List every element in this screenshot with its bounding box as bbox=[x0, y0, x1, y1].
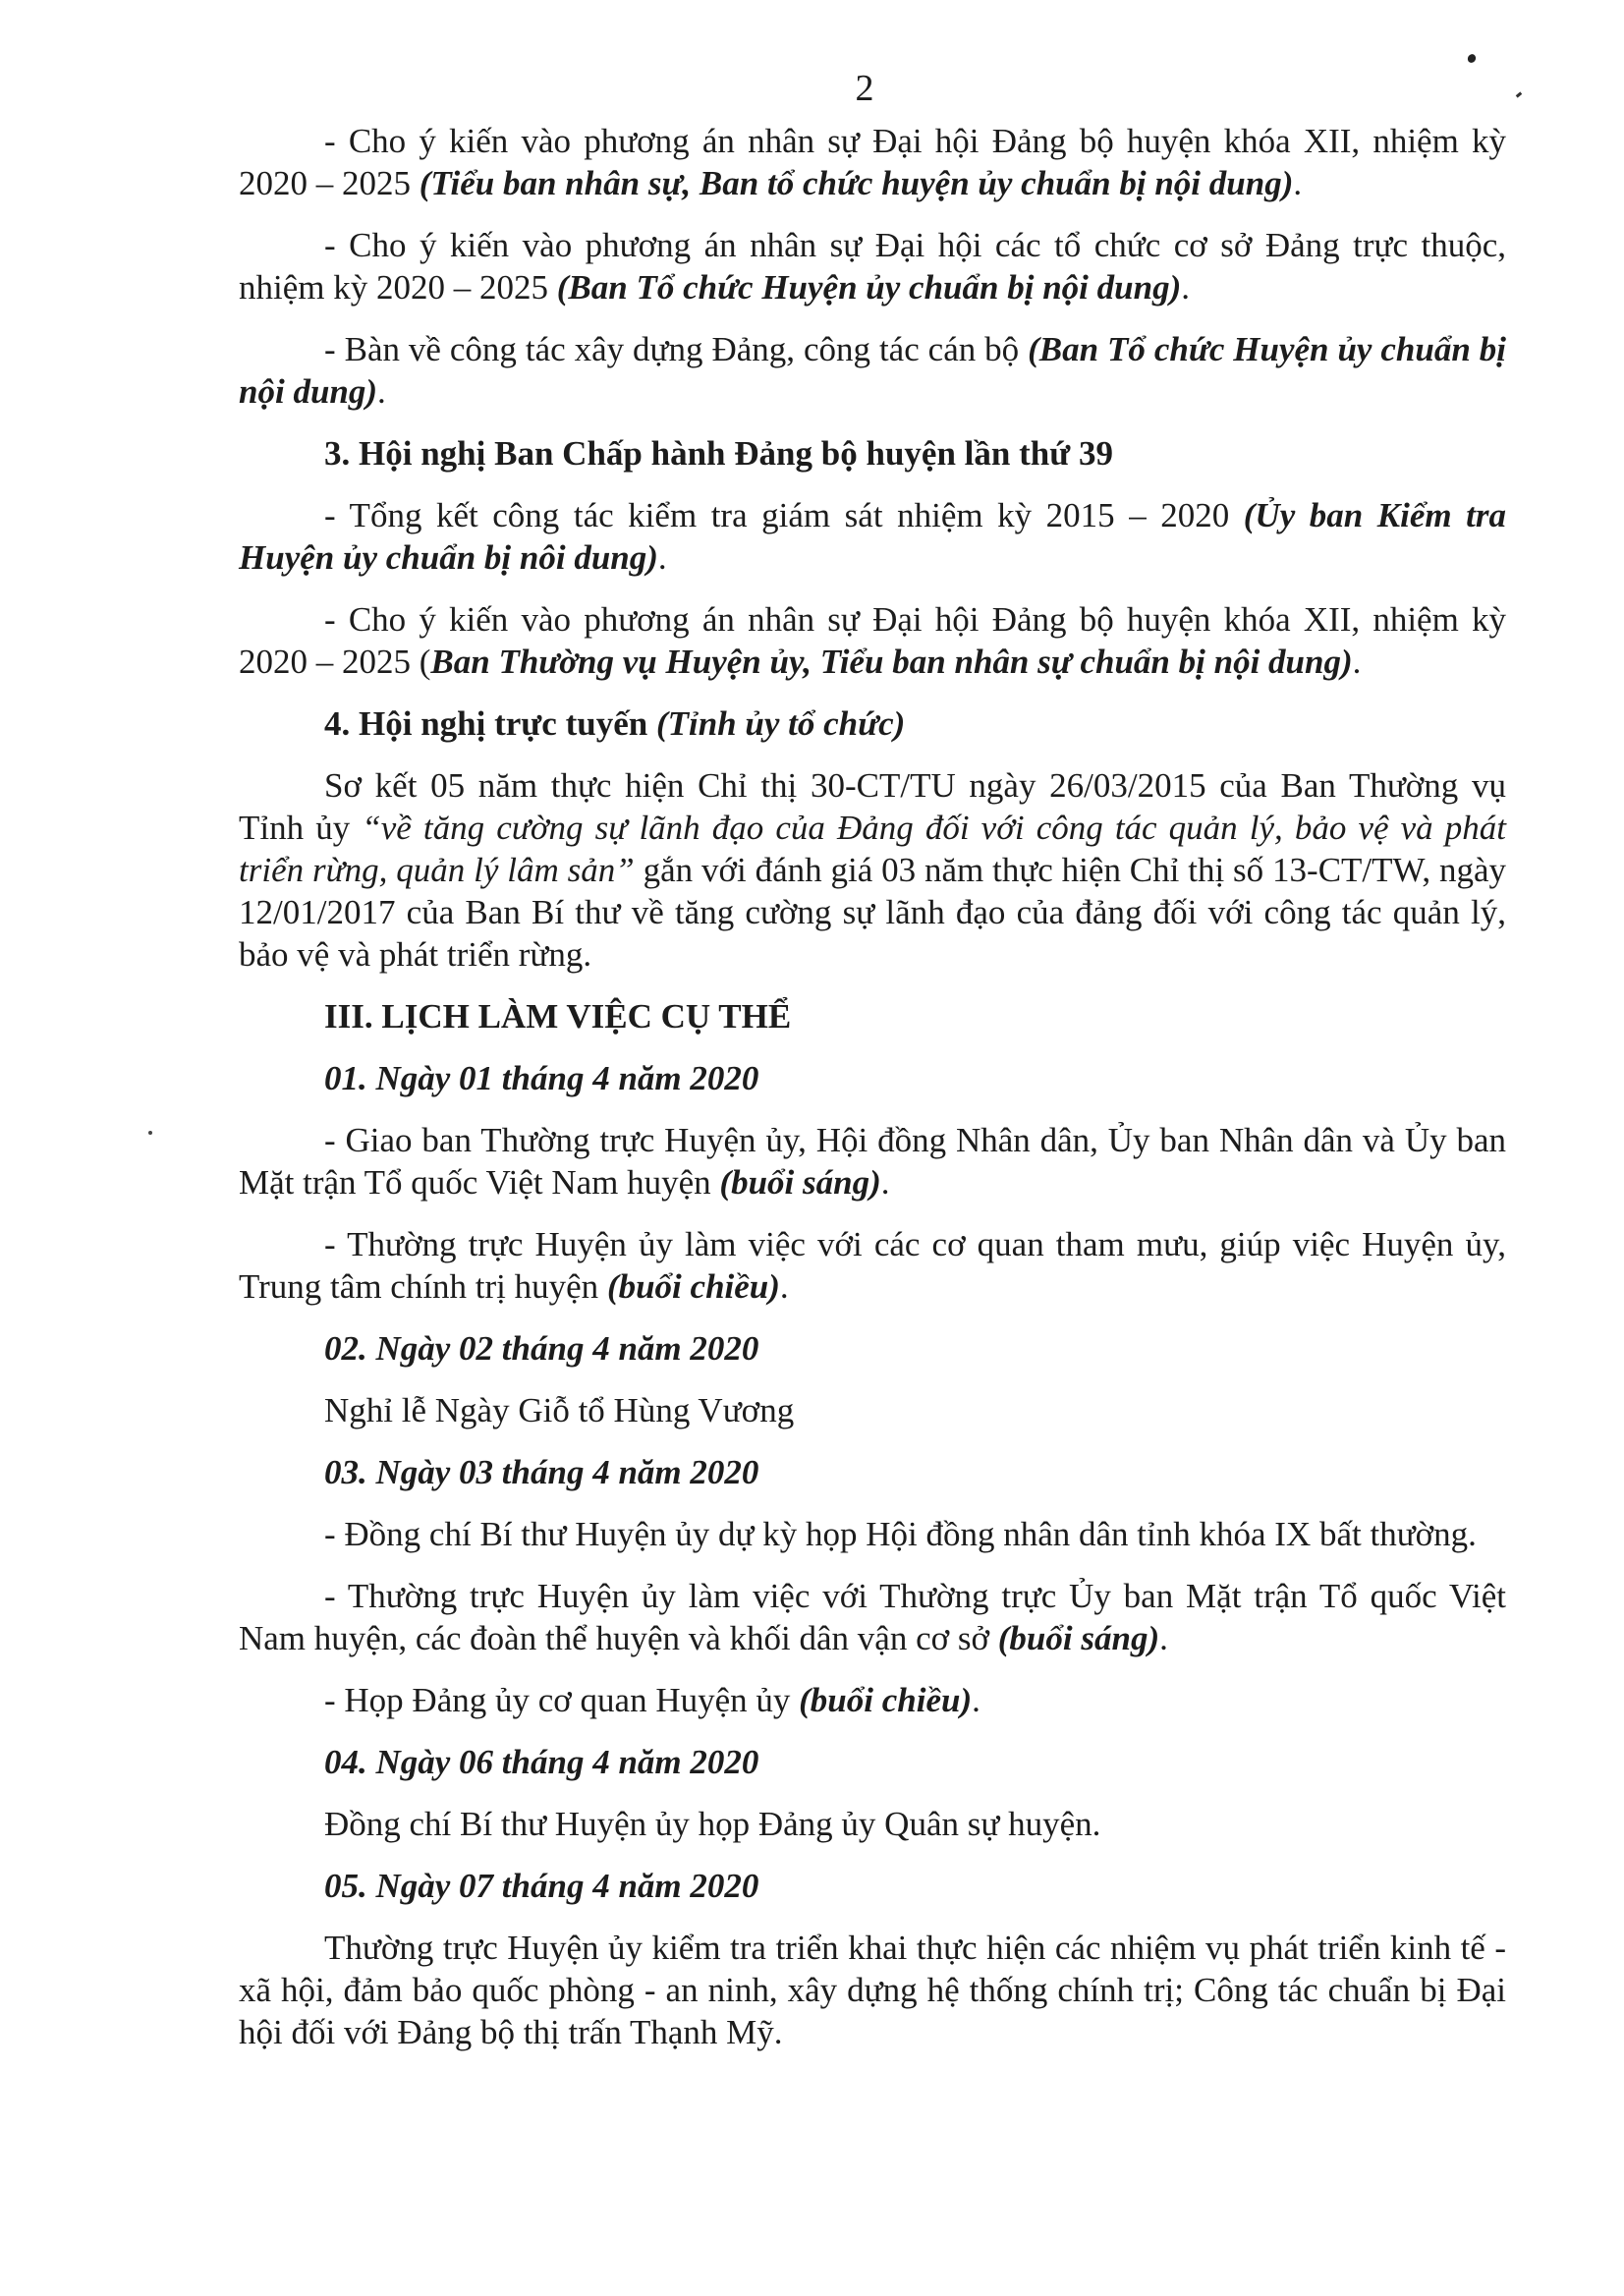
text-run: (Ủy ban Kiểm tra Huyện ủy chuẩn bị nôi dung) bbox=[239, 496, 1507, 577]
page-number: 2 bbox=[855, 68, 874, 109]
date-heading bbox=[239, 1057, 1506, 1099]
text-run: . bbox=[972, 1681, 980, 1719]
text-run: Sơ kết 05 năm thực hiện Chỉ thị 30-CT/TU ngày 26/03/2015 của Ban Thường vụ Tỉnh ủy bbox=[239, 766, 1506, 847]
date-heading bbox=[239, 1741, 1506, 1783]
section-heading bbox=[239, 432, 1506, 475]
paragraph bbox=[239, 598, 1506, 683]
text-run: (buổi sáng) bbox=[719, 1163, 881, 1202]
text-run: 01. Ngày 01 tháng 4 năm 2020 bbox=[324, 1059, 759, 1097]
date-heading bbox=[239, 1327, 1506, 1370]
paragraph bbox=[239, 224, 1506, 308]
text-run: . bbox=[377, 372, 386, 411]
text-run: “về tăng cường sự lãnh đạo của Đảng đối với công tác quản lý, bảo vệ và phát triển rừng, quản lý lâm sản” bbox=[239, 809, 1506, 889]
text-run: (Tiểu ban nhân sự, Ban tổ chức huyện ủy chuẩn bị nội dung) bbox=[419, 164, 1294, 202]
paragraph bbox=[239, 120, 1506, 204]
text-run: (Ban Tổ chức Huyện ủy chuẩn bị nội dung) bbox=[239, 330, 1506, 411]
text-run: - Đồng chí Bí thư Huyện ủy dự kỳ họp Hội đồng nhân dân tỉnh khóa IX bất thường. bbox=[324, 1515, 1477, 1553]
text-run: Đồng chí Bí thư Huyện ủy họp Đảng ủy Quân sự huyện. bbox=[324, 1805, 1101, 1843]
text-run: - Giao ban Thường trực Huyện ủy, Hội đồng Nhân dân, Ủy ban Nhân dân và Ủy ban Mặt trận Tổ quốc Việt Nam huyện bbox=[239, 1121, 1506, 1202]
text-run: (buổi sáng) bbox=[997, 1619, 1160, 1657]
paragraph bbox=[239, 1803, 1506, 1845]
text-run: . bbox=[1159, 1619, 1168, 1657]
paragraph bbox=[239, 1223, 1506, 1308]
text-run: - Họp Đảng ủy cơ quan Huyện ủy bbox=[324, 1681, 800, 1719]
text-run: gắn với đánh giá 03 năm thực hiện Chỉ thị số 13-CT/TW, ngày 12/01/2017 của Ban Bí thư về tăng cường sự lãnh đạo của đảng đối với công tác quản lý, bảo vệ và phát triển rừng. bbox=[239, 851, 1506, 974]
paragraph bbox=[239, 1389, 1506, 1431]
text-run: 4. Hội nghị trực tuyến bbox=[324, 704, 656, 743]
text-run: - Tổng kết công tác kiểm tra giám sát nhiệm kỳ 2015 – 2020 bbox=[324, 496, 1244, 534]
text-run: 04. Ngày 06 tháng 4 năm 2020 bbox=[324, 1743, 759, 1781]
text-run: (Tỉnh ủy tổ chức) bbox=[655, 704, 906, 743]
text-run: - Thường trực Huyện ủy làm việc với Thường trực Ủy ban Mặt trận Tổ quốc Việt Nam huyện, các đoàn thể huyện và khối dân vận cơ sở bbox=[239, 1577, 1506, 1657]
text-run: (buổi chiều) bbox=[606, 1267, 780, 1306]
paragraph bbox=[239, 764, 1506, 976]
paragraph bbox=[239, 1679, 1506, 1721]
paragraph bbox=[239, 494, 1506, 579]
paragraph bbox=[239, 1575, 1506, 1659]
text-run: 3. Hội nghị Ban Chấp hành Đảng bộ huyện lần thứ 39 bbox=[324, 434, 1113, 473]
text-run: - Cho ý kiến vào phương án nhân sự Đại hội các tổ chức cơ sở Đảng trực thuộc, nhiệm kỳ 2020 – 2025 bbox=[239, 226, 1506, 307]
text-run: (Ban Tổ chức Huyện ủy chuẩn bị nội dung) bbox=[556, 268, 1182, 307]
text-run: . bbox=[1181, 268, 1190, 307]
text-run: . bbox=[1293, 164, 1303, 202]
text-run: Ban Thường vụ Huyện ủy, Tiểu ban nhân sự chuẩn bị nội dung) bbox=[430, 643, 1353, 681]
paragraph bbox=[239, 1513, 1506, 1555]
text-run: . bbox=[657, 538, 667, 577]
text-run: 03. Ngày 03 tháng 4 năm 2020 bbox=[324, 1453, 759, 1491]
paragraph bbox=[239, 1119, 1506, 1204]
text-run: - Thường trực Huyện ủy làm việc với các cơ quan tham mưu, giúp việc Huyện ủy, Trung tâm chính trị huyện bbox=[239, 1225, 1506, 1306]
text-run: (buổi chiều) bbox=[799, 1681, 973, 1719]
scan-speck bbox=[148, 1131, 152, 1135]
text-run: III. LỊCH LÀM VIỆC CỤ THỂ bbox=[324, 997, 792, 1036]
date-heading bbox=[239, 1451, 1506, 1493]
text-run: . bbox=[1352, 643, 1362, 681]
paragraph bbox=[239, 328, 1506, 413]
date-heading bbox=[239, 1865, 1506, 1907]
section-heading bbox=[239, 995, 1506, 1037]
text-run: - Cho ý kiến vào phương án nhân sự Đại hội Đảng bộ huyện khóa XII, nhiệm kỳ 2020 – 2025 bbox=[239, 122, 1506, 202]
text-run: 02. Ngày 02 tháng 4 năm 2020 bbox=[324, 1329, 759, 1368]
text-run: Thường trực Huyện ủy kiểm tra triển khai thực hiện các nhiệm vụ phát triển kinh tế - xã hội, đảm bảo quốc phòng - an ninh, xây dựng hệ thống chính trị; Công tác chuẩn bị Đại hội đối với Đảng bộ thị trấn Thạnh Mỹ. bbox=[239, 1929, 1506, 2051]
text-run: - Cho ý kiến vào phương án nhân sự Đại hội Đảng bộ huyện khóa XII, nhiệm kỳ 2020 – 2025 ( bbox=[239, 600, 1506, 681]
paragraph bbox=[239, 1927, 1506, 2053]
document-body bbox=[239, 120, 1506, 2073]
scan-speck bbox=[1466, 53, 1477, 65]
text-run: 05. Ngày 07 tháng 4 năm 2020 bbox=[324, 1867, 759, 1905]
text-run: . bbox=[779, 1267, 789, 1306]
section-heading bbox=[239, 702, 1506, 745]
text-run: Nghỉ lễ Ngày Giỗ tổ Hùng Vương bbox=[324, 1391, 795, 1429]
text-run: - Bàn về công tác xây dựng Đảng, công tác cán bộ bbox=[324, 330, 1029, 368]
text-run: . bbox=[880, 1163, 890, 1202]
